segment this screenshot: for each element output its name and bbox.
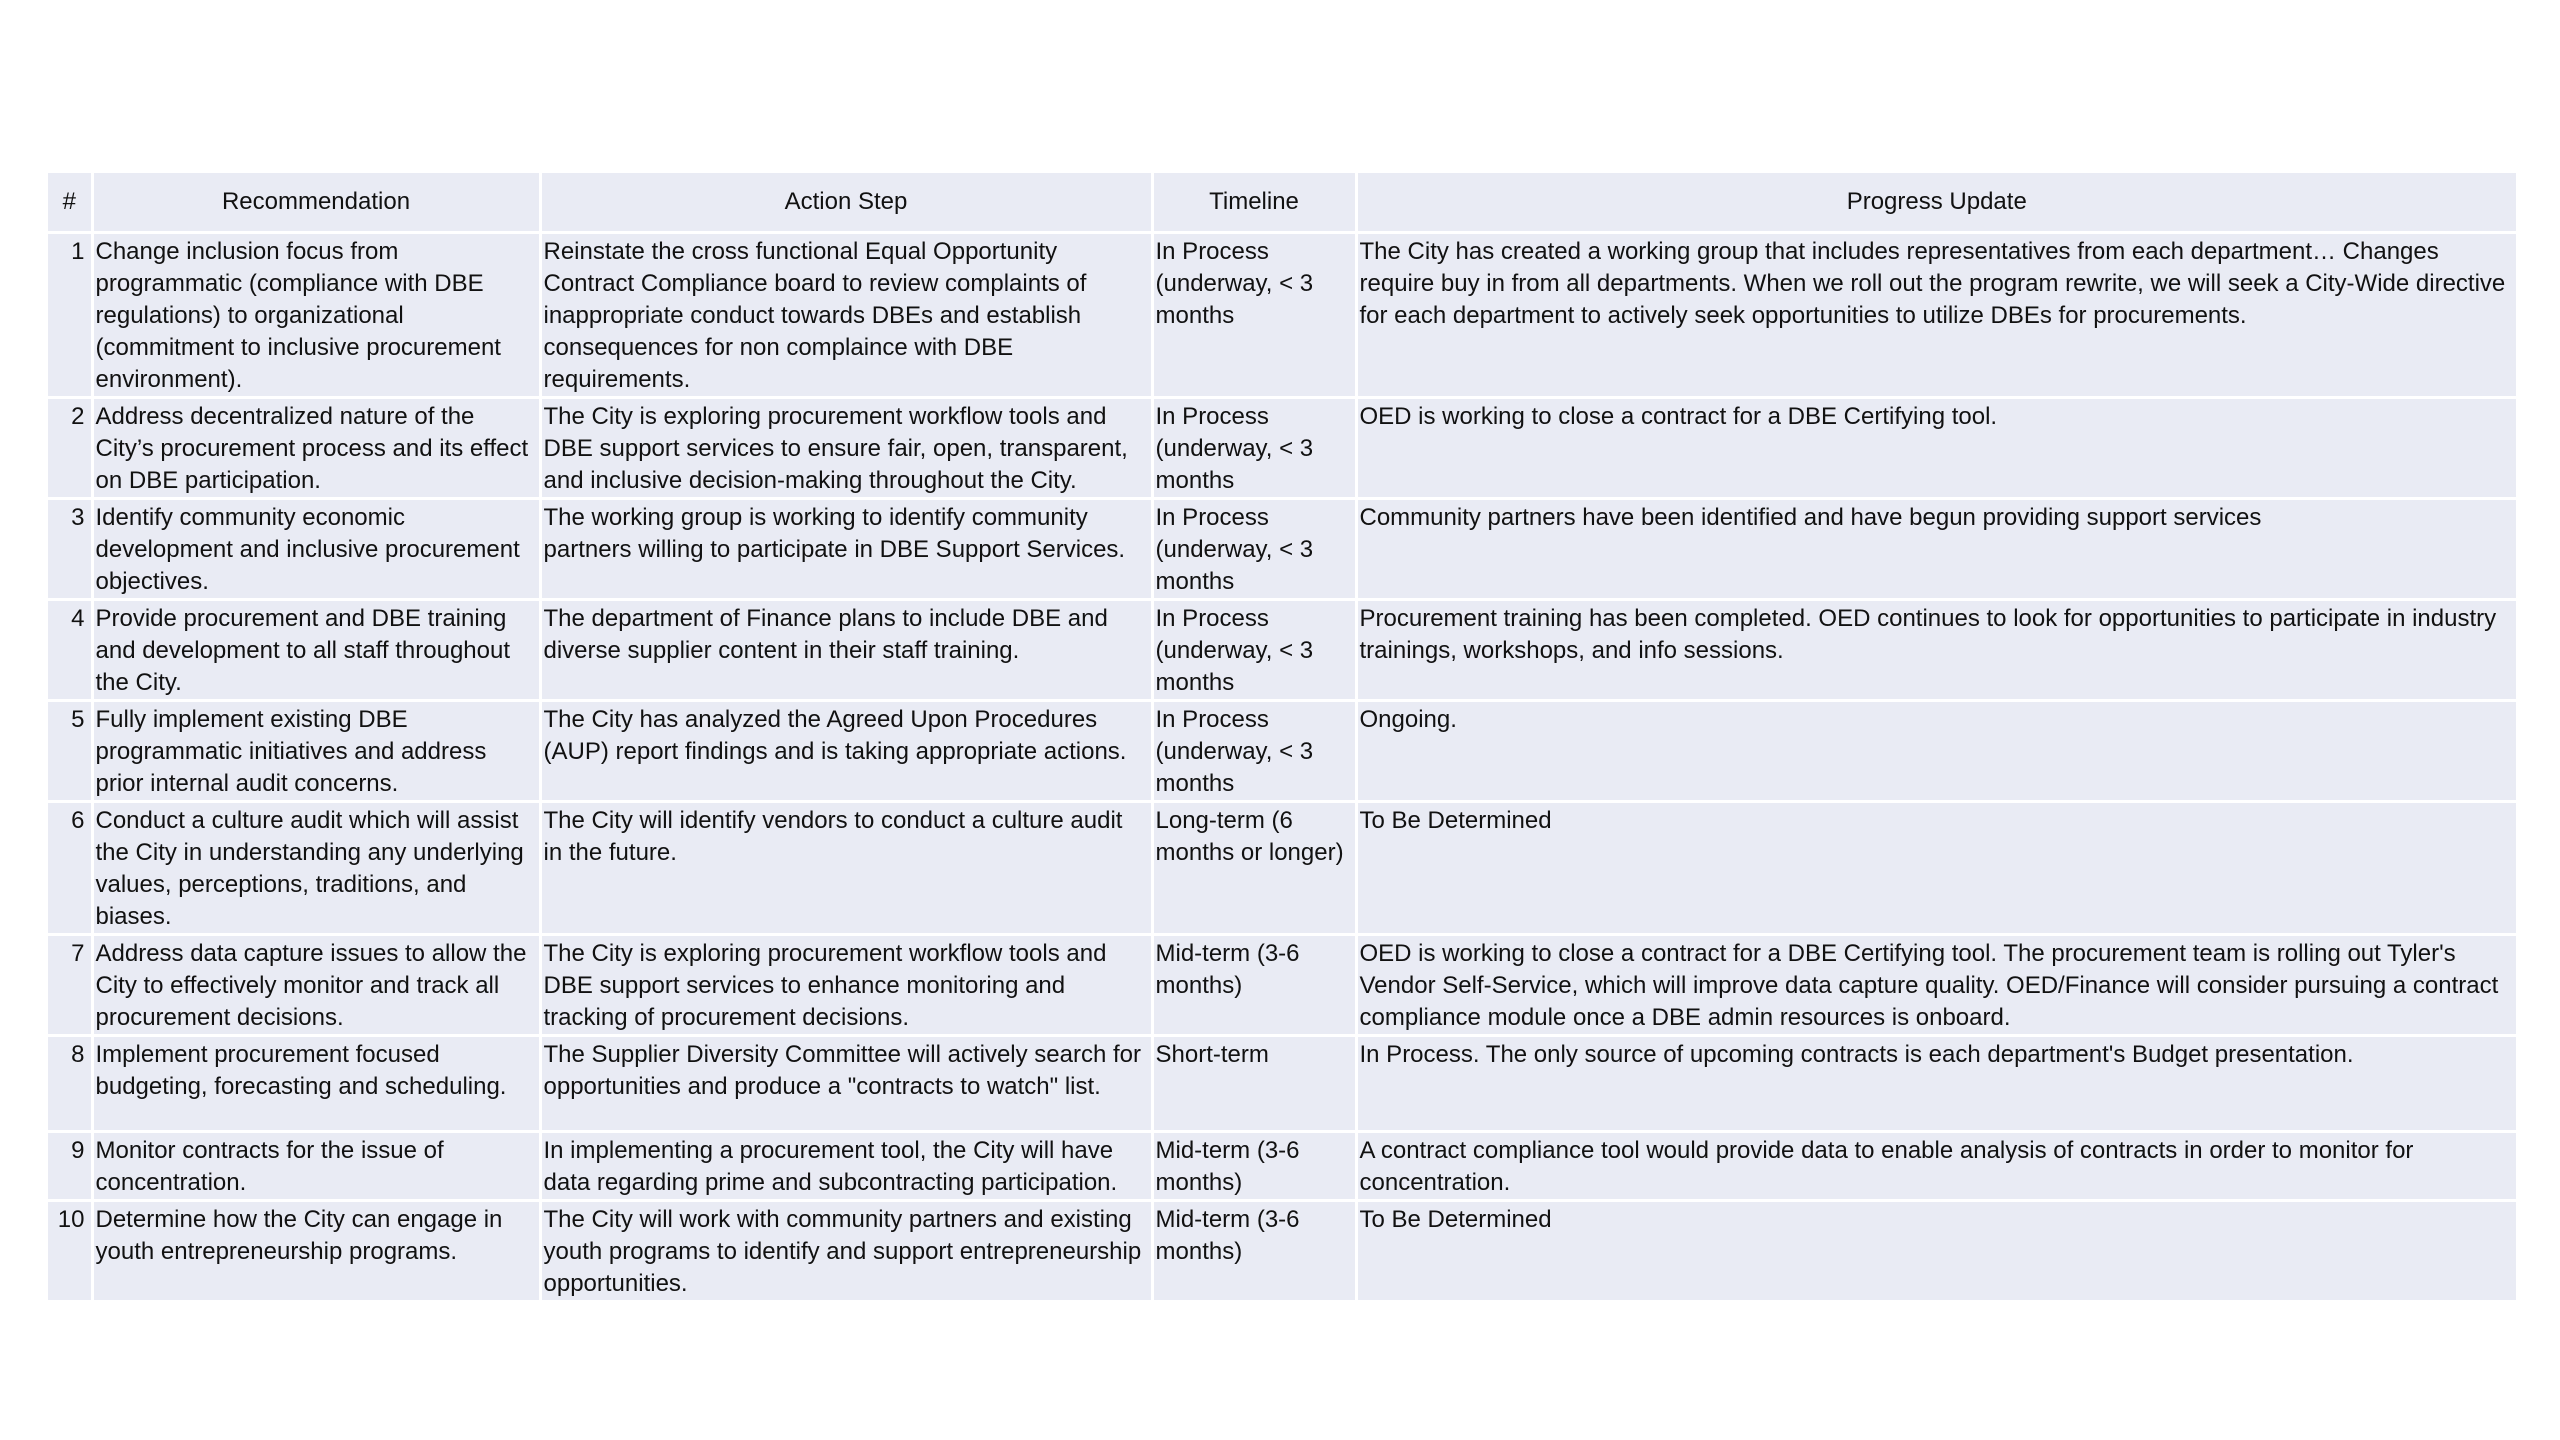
cell-recommendation: Determine how the City can engage in youth entrepreneurship programs. xyxy=(92,1201,540,1302)
cell-recommendation: Implement procurement focused budgeting, forecasting and scheduling. xyxy=(92,1036,540,1132)
cell-timeline: In Process (underway, < 3 months xyxy=(1152,701,1356,802)
header-number: # xyxy=(48,173,92,233)
cell-action-step: The City will work with community partners and existing youth programs to identify and support entrepreneurship opportunities. xyxy=(540,1201,1152,1302)
recommendations-table xyxy=(48,173,2516,1303)
table-row xyxy=(48,1201,2516,1302)
cell-number: 6 xyxy=(48,802,92,935)
cell-recommendation: Conduct a culture audit which will assist the City in understanding any underlying values, perceptions, traditions, and biases. xyxy=(92,802,540,935)
table-body xyxy=(48,233,2516,1302)
cell-action-step: The City is exploring procurement workflow tools and DBE support services to ensure fair, open, transparent, and inclusive decision-making throughout the City. xyxy=(540,398,1152,499)
cell-number: 8 xyxy=(48,1036,92,1132)
cell-progress-update: Procurement training has been completed. OED continues to look for opportunities to participate in industry trainings, workshops, and info sessions. xyxy=(1356,600,2516,701)
cell-action-step: The Supplier Diversity Committee will actively search for opportunities and produce a "contracts to watch" list. xyxy=(540,1036,1152,1132)
cell-action-step: The City will identify vendors to conduct a culture audit in the future. xyxy=(540,802,1152,935)
cell-recommendation: Address decentralized nature of the City’s procurement process and its effect on DBE participation. xyxy=(92,398,540,499)
cell-timeline: In Process (underway, < 3 months xyxy=(1152,600,1356,701)
table-header-row xyxy=(48,173,2516,233)
cell-action-step: The working group is working to identify community partners willing to participate in DBE Support Services. xyxy=(540,499,1152,600)
cell-recommendation: Change inclusion focus from programmatic (compliance with DBE regulations) to organizational (commitment to inclusive procurement environment). xyxy=(92,233,540,398)
cell-action-step: The City has analyzed the Agreed Upon Procedures (AUP) report findings and is taking appropriate actions. xyxy=(540,701,1152,802)
table-row xyxy=(48,499,2516,600)
cell-progress-update: OED is working to close a contract for a DBE Certifying tool. The procurement team is rolling out Tyler's Vendor Self-Service, which will improve data capture quality. OED/Finance will consider pursuing a contract compliance module once a DBE admin resources is onboard. xyxy=(1356,935,2516,1036)
cell-number: 10 xyxy=(48,1201,92,1302)
cell-action-step: In implementing a procurement tool, the City will have data regarding prime and subcontracting participation. xyxy=(540,1132,1152,1201)
cell-progress-update: OED is working to close a contract for a DBE Certifying tool. xyxy=(1356,398,2516,499)
cell-timeline: In Process (underway, < 3 months xyxy=(1152,499,1356,600)
table-row xyxy=(48,1132,2516,1201)
header-progress-update: Progress Update xyxy=(1356,173,2516,233)
table-row xyxy=(48,398,2516,499)
cell-recommendation: Identify community economic development and inclusive procurement objectives. xyxy=(92,499,540,600)
cell-timeline: Mid-term (3-6 months) xyxy=(1152,1201,1356,1302)
cell-timeline: In Process (underway, < 3 months xyxy=(1152,398,1356,499)
cell-number: 1 xyxy=(48,233,92,398)
cell-number: 7 xyxy=(48,935,92,1036)
table-row xyxy=(48,802,2516,935)
header-recommendation: Recommendation xyxy=(92,173,540,233)
table-row xyxy=(48,600,2516,701)
cell-action-step: Reinstate the cross functional Equal Opportunity Contract Compliance board to review complaints of inappropriate conduct towards DBEs and establish consequences for non complaince with DBE requirements. xyxy=(540,233,1152,398)
cell-number: 4 xyxy=(48,600,92,701)
cell-timeline: Short-term xyxy=(1152,1036,1356,1132)
cell-progress-update: A contract compliance tool would provide data to enable analysis of contracts in order to monitor for concentration. xyxy=(1356,1132,2516,1201)
cell-number: 3 xyxy=(48,499,92,600)
cell-recommendation: Provide procurement and DBE training and development to all staff throughout the City. xyxy=(92,600,540,701)
cell-recommendation: Monitor contracts for the issue of concentration. xyxy=(92,1132,540,1201)
cell-recommendation: Fully implement existing DBE programmatic initiatives and address prior internal audit concerns. xyxy=(92,701,540,802)
cell-number: 5 xyxy=(48,701,92,802)
cell-number: 2 xyxy=(48,398,92,499)
cell-progress-update: In Process. The only source of upcoming contracts is each department's Budget presentation. xyxy=(1356,1036,2516,1132)
cell-timeline: Mid-term (3-6 months) xyxy=(1152,1132,1356,1201)
cell-action-step: The department of Finance plans to include DBE and diverse supplier content in their staff training. xyxy=(540,600,1152,701)
table-row xyxy=(48,935,2516,1036)
table-row xyxy=(48,701,2516,802)
cell-progress-update: To Be Determined xyxy=(1356,1201,2516,1302)
cell-progress-update: The City has created a working group that includes representatives from each department… Changes require buy in from all departments. When we roll out the program rewrite, we will seek a City-Wide directive for each department to actively seek opportunities to utilize DBEs for procurements. xyxy=(1356,233,2516,398)
cell-timeline: Mid-term (3-6 months) xyxy=(1152,935,1356,1036)
cell-progress-update: Ongoing. xyxy=(1356,701,2516,802)
cell-progress-update: Community partners have been identified and have begun providing support services xyxy=(1356,499,2516,600)
cell-recommendation: Address data capture issues to allow the City to effectively monitor and track all procurement decisions. xyxy=(92,935,540,1036)
header-timeline: Timeline xyxy=(1152,173,1356,233)
cell-timeline: In Process (underway, < 3 months xyxy=(1152,233,1356,398)
cell-number: 9 xyxy=(48,1132,92,1201)
cell-action-step: The City is exploring procurement workflow tools and DBE support services to enhance monitoring and tracking of procurement decisions. xyxy=(540,935,1152,1036)
header-action-step: Action Step xyxy=(540,173,1152,233)
recommendations-table-container xyxy=(48,173,2516,1303)
cell-progress-update: To Be Determined xyxy=(1356,802,2516,935)
table-row xyxy=(48,1036,2516,1132)
table-row xyxy=(48,233,2516,398)
cell-timeline: Long-term (6 months or longer) xyxy=(1152,802,1356,935)
